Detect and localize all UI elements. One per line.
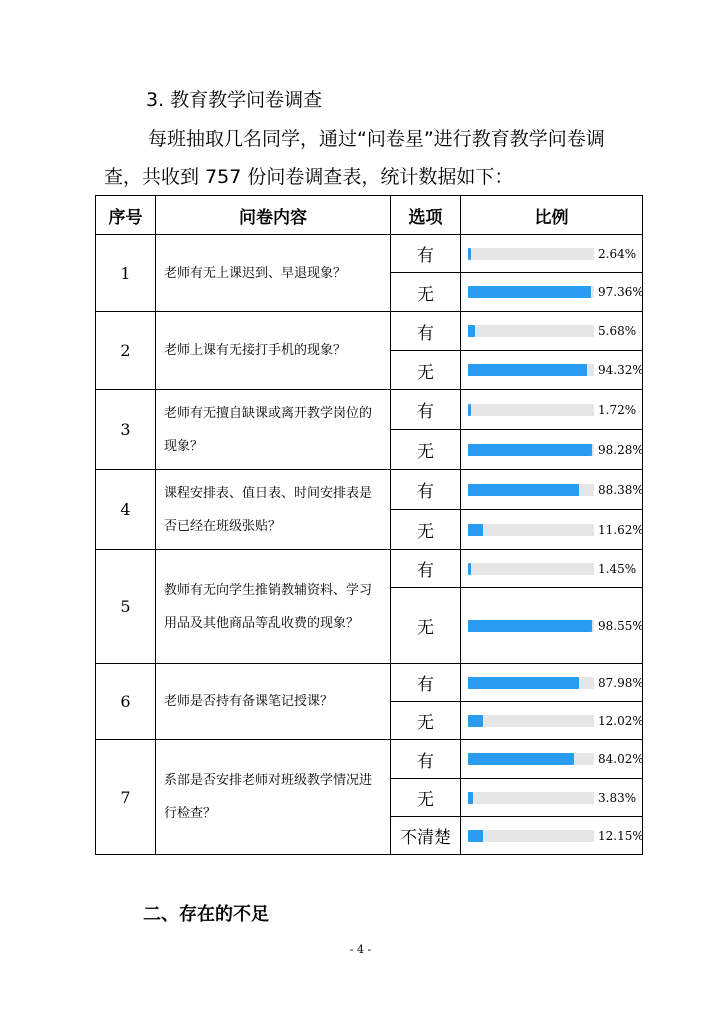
page-number: - 4 - <box>349 943 372 956</box>
ratio-bar-fill <box>468 620 592 632</box>
option-label: 有 <box>391 550 461 588</box>
option-label: 有 <box>391 470 461 510</box>
table-header-row <box>96 196 643 235</box>
ratio-cell <box>461 817 643 855</box>
ratio-bar-track <box>468 830 594 842</box>
ratio-bar-track <box>468 286 594 298</box>
ratio-percent: 94.32% <box>598 363 644 377</box>
ratio-bar-track <box>468 248 594 260</box>
ratio-percent: 98.55% <box>598 618 644 633</box>
ratio-percent: 12.15% <box>598 828 644 843</box>
ratio-cell <box>461 510 643 550</box>
row-question: 老师有无上课迟到、早退现象？ <box>156 235 391 312</box>
ratio-bar-fill <box>468 404 471 416</box>
ratio-bar-fill <box>468 715 483 727</box>
row-index: 4 <box>96 470 156 550</box>
ratio-bar-track <box>468 563 594 575</box>
ratio-percent: 88.38% <box>598 482 644 497</box>
ratio-cell <box>461 470 643 510</box>
option-label: 无 <box>391 588 461 664</box>
ratio-bar-track <box>468 715 594 727</box>
row-index: 3 <box>96 390 156 470</box>
ratio-cell <box>461 588 643 664</box>
header-ratio: 比例 <box>461 196 643 235</box>
ratio-bar-fill <box>468 325 475 337</box>
option-label: 无 <box>391 430 461 470</box>
ratio-percent: 1.45% <box>598 561 637 576</box>
ratio-percent: 1.72% <box>598 402 637 417</box>
ratio-cell <box>461 430 643 470</box>
ratio-bar-track <box>468 484 594 496</box>
row-index: 5 <box>96 550 156 664</box>
table-row <box>96 312 643 351</box>
table-row <box>96 235 643 273</box>
ratio-bar-fill <box>468 753 574 765</box>
table-row <box>96 740 643 779</box>
ratio-bar-fill <box>468 792 473 804</box>
ratio-bar-fill <box>468 286 591 298</box>
ratio-bar-track <box>468 524 594 536</box>
row-question: 课程安排表、值日表、时间安排表是否已经在班级张贴？ <box>156 470 391 550</box>
ratio-cell <box>461 740 643 779</box>
ratio-bar-fill <box>468 484 579 496</box>
ratio-bar-fill <box>468 364 587 376</box>
table-row <box>96 470 643 510</box>
row-question: 系部是否安排老师对班级教学情况进行检查？ <box>156 740 391 855</box>
ratio-cell <box>461 779 643 817</box>
section-title: 二、存在的不足 <box>143 904 269 925</box>
table-row <box>96 550 643 588</box>
ratio-percent: 87.98% <box>598 675 644 690</box>
row-question: 老师有无擅自缺课或离开教学岗位的现象？ <box>156 390 391 470</box>
option-label: 无 <box>391 351 461 390</box>
row-question: 老师上课有无接打手机的现象？ <box>156 312 391 390</box>
section-heading: 3. 教育教学问卷调查 <box>146 89 323 111</box>
row-index: 2 <box>96 312 156 390</box>
row-index: 6 <box>96 664 156 740</box>
ratio-bar-track <box>468 753 594 765</box>
ratio-cell <box>461 550 643 588</box>
option-label: 无 <box>391 510 461 550</box>
ratio-bar-fill <box>468 524 483 536</box>
row-index: 7 <box>96 740 156 855</box>
header-option: 选项 <box>391 196 461 235</box>
intro-line-2: 查，共收到 757 份问卷调查表，统计数据如下： <box>104 166 514 188</box>
row-index: 1 <box>96 235 156 312</box>
ratio-percent: 2.64% <box>598 246 637 261</box>
ratio-cell <box>461 702 643 740</box>
ratio-bar-fill <box>468 444 592 456</box>
option-label: 有 <box>391 740 461 779</box>
ratio-bar-track <box>468 404 594 416</box>
header-question: 问卷内容 <box>156 196 391 235</box>
ratio-bar-track <box>468 677 594 689</box>
ratio-percent: 97.36% <box>598 285 644 299</box>
ratio-bar-track <box>468 364 594 376</box>
header-index: 序号 <box>96 196 156 235</box>
ratio-bar-track <box>468 444 594 456</box>
ratio-cell <box>461 351 643 390</box>
ratio-percent: 12.02% <box>598 713 644 728</box>
ratio-cell <box>461 273 643 312</box>
ratio-percent: 11.62% <box>598 522 644 537</box>
ratio-bar-fill <box>468 563 471 575</box>
row-question: 老师是否持有备课笔记授课？ <box>156 664 391 740</box>
option-label: 有 <box>391 312 461 351</box>
option-label: 无 <box>391 779 461 817</box>
option-label: 有 <box>391 235 461 273</box>
ratio-bar-fill <box>468 830 483 842</box>
ratio-percent: 84.02% <box>598 752 644 766</box>
intro-line-1: 每班抽取几名同学，通过“问卷星”进行教育教学问卷调 <box>148 128 605 150</box>
ratio-bar-track <box>468 325 594 337</box>
ratio-cell <box>461 235 643 273</box>
survey-table <box>95 195 643 855</box>
table-row <box>96 390 643 430</box>
table-row <box>96 664 643 702</box>
ratio-percent: 98.28% <box>598 442 644 457</box>
row-question: 教师有无向学生推销教辅资料、学习用品及其他商品等乱收费的现象？ <box>156 550 391 664</box>
option-label: 有 <box>391 664 461 702</box>
ratio-bar-fill <box>468 248 471 260</box>
ratio-cell <box>461 312 643 351</box>
ratio-cell <box>461 664 643 702</box>
option-label: 无 <box>391 702 461 740</box>
ratio-bar-track <box>468 792 594 804</box>
option-label: 不清楚 <box>391 817 461 855</box>
ratio-cell <box>461 390 643 430</box>
ratio-percent: 5.68% <box>598 324 637 338</box>
option-label: 无 <box>391 273 461 312</box>
ratio-bar-fill <box>468 677 579 689</box>
ratio-percent: 3.83% <box>598 790 637 805</box>
intro-paragraph <box>104 120 649 196</box>
option-label: 有 <box>391 390 461 430</box>
ratio-bar-track <box>468 620 594 632</box>
